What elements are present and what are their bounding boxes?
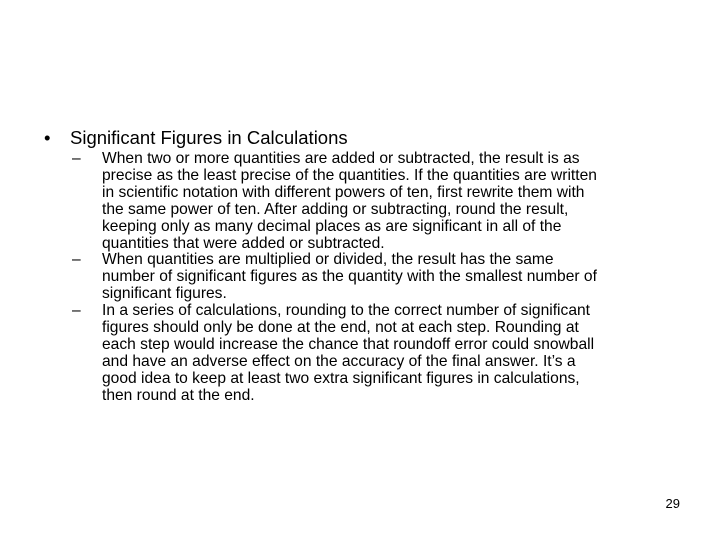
text-line: significant figures.	[102, 285, 227, 303]
text-line: each step would increase the chance that roundoff error could snowball	[102, 335, 595, 353]
page-number: 29	[665, 496, 680, 511]
text-line: When quantities are multiplied or divided, the result has the same	[102, 251, 554, 269]
text-line: quantities that were added or subtracted.	[102, 234, 385, 252]
text-line: and have an adverse effect on the accuracy of the final answer. It’s a	[102, 352, 576, 370]
dash-icon: –	[72, 150, 81, 167]
text-line: figures should only be done at the end, not at each step. Rounding at	[102, 319, 579, 337]
text-line: good idea to keep at least two extra significant figures in calculations,	[102, 369, 580, 387]
text-line: the same power of ten. After adding or subtracting, round the result,	[102, 200, 569, 218]
bullet-icon: •	[44, 127, 51, 148]
slide-heading: Significant Figures in Calculations	[70, 127, 348, 148]
text-line: in scientific notation with different powers of ten, first rewrite them with	[102, 183, 585, 201]
sub-bullet-rounding	[72, 303, 694, 404]
text-line: keeping only as many decimal places as are significant in all of the	[102, 217, 562, 235]
text-line: then round at the end.	[102, 386, 255, 404]
main-bullet	[44, 127, 684, 149]
sub-bullet-addition	[72, 151, 694, 252]
text-line: When two or more quantities are added or subtracted, the result is as	[102, 150, 580, 167]
text-line: In a series of calculations, rounding to the correct number of significant	[102, 302, 590, 320]
sub-bullet-multiplication	[72, 252, 694, 303]
dash-icon: –	[72, 302, 81, 320]
sub-bullet-list	[72, 151, 694, 405]
text-line: number of significant figures as the quantity with the smallest number of	[102, 268, 597, 286]
text-line: precise as the least precise of the quantities. If the quantities are written	[102, 166, 597, 184]
dash-icon: –	[72, 251, 81, 269]
